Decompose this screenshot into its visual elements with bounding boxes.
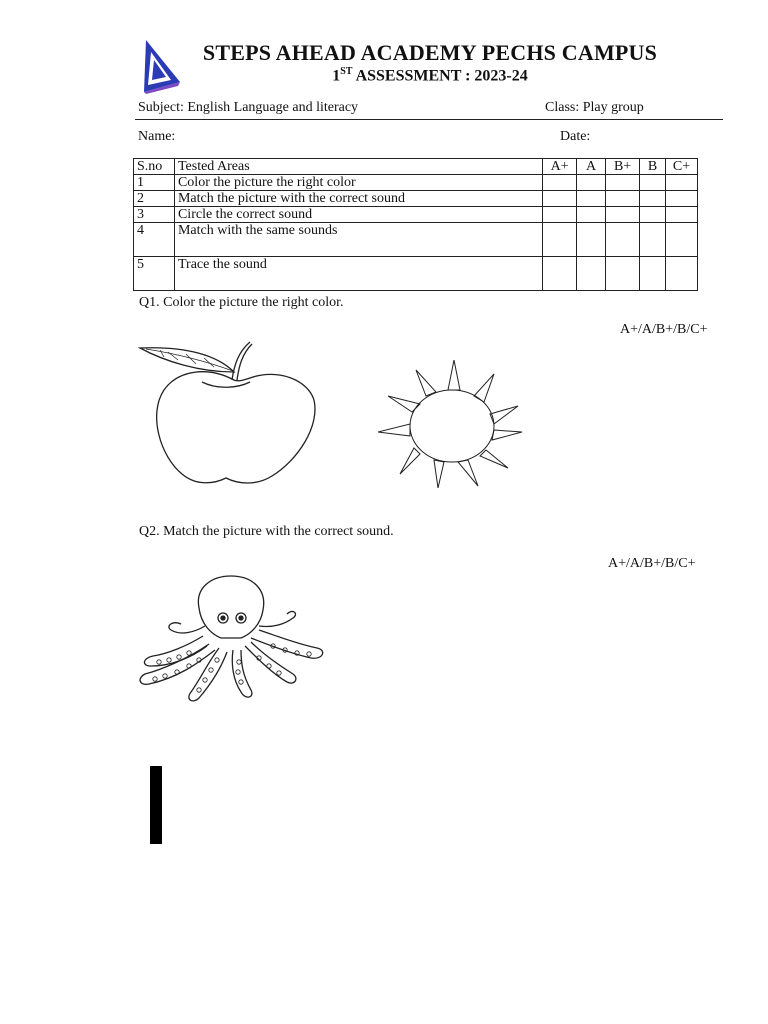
grade-cell[interactable] — [665, 175, 697, 191]
grade-cell[interactable] — [640, 207, 666, 223]
grade-cell[interactable] — [665, 257, 697, 291]
grade-cell[interactable] — [640, 191, 666, 207]
school-name: STEPS AHEAD ACADEMY PECHS CAMPUS — [202, 40, 658, 65]
school-logo — [140, 38, 184, 94]
header-divider — [135, 119, 723, 120]
table-header: A — [577, 159, 606, 175]
tested-area: Match the picture with the correct sound — [174, 191, 542, 207]
grade-cell[interactable] — [665, 191, 697, 207]
grade-cell[interactable] — [640, 175, 666, 191]
tested-area: Trace the sound — [174, 257, 542, 291]
row-number: 5 — [134, 257, 175, 291]
grade-cell[interactable] — [606, 175, 640, 191]
name-field-label: Name: — [138, 129, 176, 144]
question-2-grade-scale: A+/A/B+/B/C+ — [608, 556, 696, 571]
table-header: C+ — [665, 159, 697, 175]
tested-area: Match with the same sounds — [174, 223, 542, 257]
grade-cell[interactable] — [577, 175, 606, 191]
table-row — [134, 207, 698, 223]
assessment-year: ASSESSMENT : 2023-24 — [352, 67, 528, 85]
grade-cell[interactable] — [665, 223, 697, 257]
assessment-ordinal: 1 — [332, 67, 341, 85]
table-header: B — [640, 159, 666, 175]
tested-area: Circle the correct sound — [174, 207, 542, 223]
grade-cell[interactable] — [606, 257, 640, 291]
grade-cell[interactable] — [606, 223, 640, 257]
grade-cell[interactable] — [543, 257, 577, 291]
row-number: 3 — [134, 207, 175, 223]
tested-areas-table — [133, 158, 698, 291]
table-header: Tested Areas — [174, 159, 542, 175]
tested-area: Color the picture the right color — [174, 175, 542, 191]
table-header-row — [134, 159, 698, 175]
row-number: 4 — [134, 223, 175, 257]
assessment-title — [190, 66, 670, 85]
apple-picture[interactable] — [138, 338, 320, 488]
letter-i-stroke — [150, 766, 162, 844]
row-number: 1 — [134, 175, 175, 191]
row-number: 2 — [134, 191, 175, 207]
grade-cell[interactable] — [640, 223, 666, 257]
grade-cell[interactable] — [577, 257, 606, 291]
grade-cell[interactable] — [606, 207, 640, 223]
grade-cell[interactable] — [543, 175, 577, 191]
date-field-label: Date: — [560, 129, 591, 144]
table-header: A+ — [543, 159, 577, 175]
grade-cell[interactable] — [577, 191, 606, 207]
table-row — [134, 223, 698, 257]
grade-cell[interactable] — [665, 207, 697, 223]
grade-cell[interactable] — [543, 223, 577, 257]
table-row — [134, 175, 698, 191]
question-2: Q2. Match the picture with the correct sound. — [139, 524, 394, 539]
subject-label: Subject: English Language and literacy — [138, 100, 359, 115]
table-header: B+ — [606, 159, 640, 175]
sun-picture[interactable] — [378, 360, 523, 488]
grade-cell[interactable] — [577, 223, 606, 257]
question-1-grade-scale: A+/A/B+/B/C+ — [620, 322, 708, 337]
table-header: S.no — [134, 159, 175, 175]
octopus-picture[interactable] — [137, 574, 332, 706]
grade-cell[interactable] — [640, 257, 666, 291]
assessment-ordinal-suffix: ST — [340, 66, 353, 77]
grade-cell[interactable] — [606, 191, 640, 207]
table-row — [134, 191, 698, 207]
table-row — [134, 257, 698, 291]
class-label: Class: Play group — [545, 100, 644, 115]
grade-cell[interactable] — [543, 207, 577, 223]
grade-cell[interactable] — [543, 191, 577, 207]
question-1: Q1. Color the picture the right color. — [139, 295, 344, 310]
grade-cell[interactable] — [577, 207, 606, 223]
